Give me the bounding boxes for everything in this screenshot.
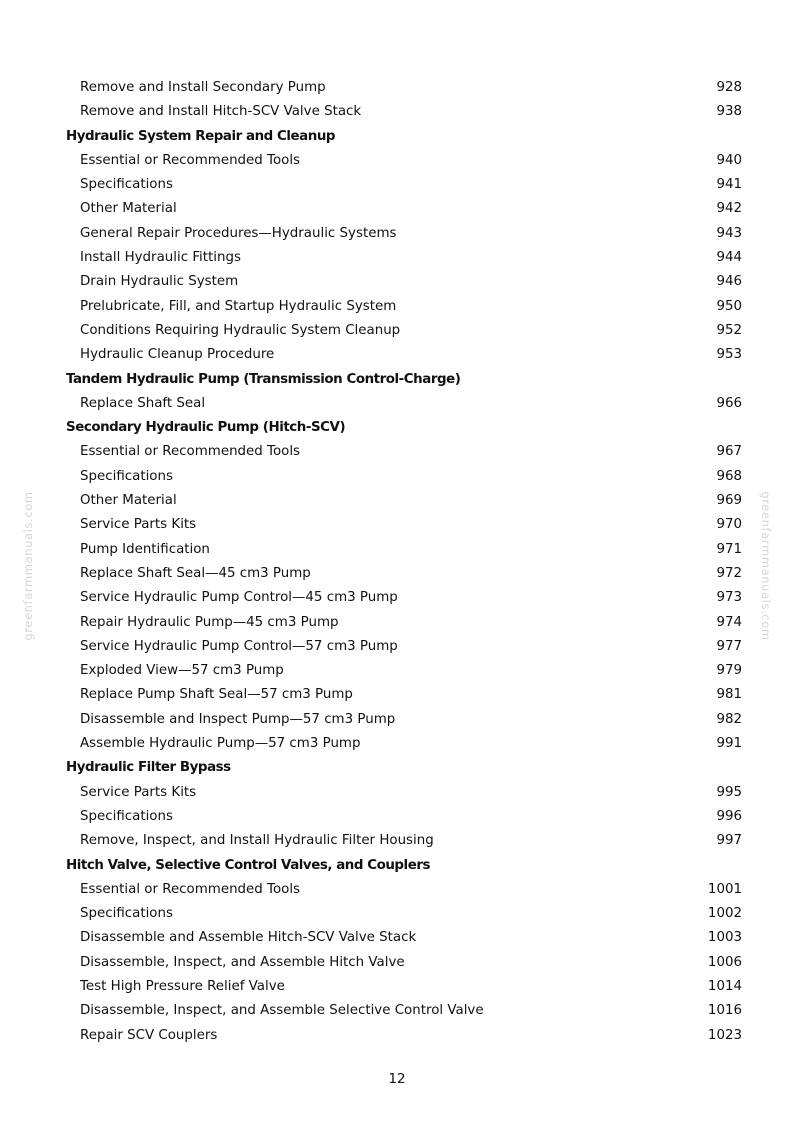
entry-title: Other Material (80, 493, 177, 509)
entry-page-number: 952 (716, 322, 742, 338)
toc-section-heading (66, 416, 742, 440)
entry-title: Service Hydraulic Pump Control—57 cm3 Pump (80, 638, 398, 654)
watermark-left: greenfarmmanuals.com (21, 491, 35, 641)
entry-page-number: 1002 (707, 906, 742, 922)
entry-title: Specifications (80, 808, 173, 824)
toc-entry[interactable] (66, 392, 742, 416)
toc-entry[interactable] (66, 100, 742, 124)
entry-title: Pump Identification (80, 541, 210, 557)
entry-page-number: 967 (716, 444, 742, 460)
toc-entry[interactable] (66, 586, 742, 610)
entry-page-number: 943 (716, 225, 742, 241)
entry-title: Essential or Recommended Tools (80, 152, 301, 168)
entry-title: Replace Shaft Seal—45 cm3 Pump (80, 565, 311, 581)
toc-section-heading (66, 854, 742, 878)
entry-title: Service Parts Kits (80, 517, 197, 533)
entry-title: Essential or Recommended Tools (80, 444, 301, 460)
entry-page-number: 966 (716, 395, 742, 411)
entry-title: Drain Hydraulic System (80, 274, 239, 290)
toc-section-heading (66, 125, 742, 149)
entry-title: Assemble Hydraulic Pump—57 cm3 Pump (80, 736, 361, 752)
entry-page-number: 977 (716, 638, 742, 654)
entry-title: Repair Hydraulic Pump—45 cm3 Pump (80, 614, 339, 630)
toc-entry[interactable] (66, 246, 742, 270)
toc-entry[interactable] (66, 562, 742, 586)
entry-title: Service Parts Kits (80, 784, 197, 800)
entry-title: Remove and Install Secondary Pump (80, 80, 326, 95)
section-title: Hydraulic System Repair and Cleanup (66, 128, 336, 144)
toc-entry[interactable] (66, 635, 742, 659)
toc-entry[interactable] (66, 173, 742, 197)
entry-title: Conditions Requiring Hydraulic System Cleanup (80, 322, 401, 338)
entry-title: Disassemble and Assemble Hitch-SCV Valve Stack (80, 930, 417, 946)
toc-entry[interactable] (66, 902, 742, 926)
toc-entry[interactable] (66, 999, 742, 1023)
entry-title: Exploded View—57 cm3 Pump (80, 663, 284, 679)
toc-section-heading (66, 368, 742, 392)
entry-page-number: 979 (716, 663, 742, 679)
page-number: 12 (388, 1072, 406, 1087)
table-of-contents (66, 76, 742, 1048)
section-title: Hitch Valve, Selective Control Valves, and Couplers (66, 857, 431, 873)
toc-entry[interactable] (66, 76, 742, 100)
entry-title: Specifications (80, 468, 173, 484)
toc-entry[interactable] (66, 222, 742, 246)
entry-title: Essential or Recommended Tools (80, 881, 301, 897)
entry-page-number: 969 (716, 493, 742, 509)
entry-page-number: 996 (716, 808, 742, 824)
entry-page-number: 928 (716, 80, 742, 95)
entry-title: Replace Pump Shaft Seal—57 cm3 Pump (80, 687, 353, 703)
toc-entry[interactable] (66, 270, 742, 294)
entry-page-number: 981 (716, 687, 742, 703)
entry-page-number: 940 (716, 152, 742, 168)
entry-title: Hydraulic Cleanup Procedure (80, 347, 275, 363)
entry-page-number: 997 (716, 833, 742, 849)
toc-entry[interactable] (66, 295, 742, 319)
entry-title: Repair SCV Couplers (80, 1027, 218, 1043)
entry-page-number: 944 (716, 250, 742, 266)
entry-title: Other Material (80, 201, 177, 217)
toc-entry[interactable] (66, 926, 742, 950)
entry-page-number: 938 (716, 104, 742, 120)
entry-title: Specifications (80, 177, 173, 193)
entry-page-number: 995 (716, 784, 742, 800)
toc-entry[interactable] (66, 781, 742, 805)
entry-page-number: 1014 (707, 978, 742, 994)
entry-title: Service Hydraulic Pump Control—45 cm3 Pump (80, 590, 398, 606)
entry-title: Remove, Inspect, and Install Hydraulic Filter Housing (80, 833, 434, 849)
entry-page-number: 991 (716, 736, 742, 752)
entry-title: General Repair Procedures—Hydraulic Systems (80, 225, 397, 241)
toc-entry[interactable] (66, 951, 742, 975)
entry-title: Disassemble, Inspect, and Assemble Hitch Valve (80, 954, 405, 970)
entry-title: Remove and Install Hitch-SCV Valve Stack (80, 104, 362, 120)
toc-entry[interactable] (66, 805, 742, 829)
entry-page-number: 1003 (707, 930, 742, 946)
toc-entry[interactable] (66, 465, 742, 489)
section-title: Hydraulic Filter Bypass (66, 760, 231, 776)
entry-page-number: 974 (716, 614, 742, 630)
toc-entry[interactable] (66, 513, 742, 537)
toc-entry[interactable] (66, 708, 742, 732)
toc-entry[interactable] (66, 538, 742, 562)
toc-entry[interactable] (66, 1024, 742, 1048)
entry-title: Test High Pressure Relief Valve (80, 978, 285, 994)
toc-entry[interactable] (66, 489, 742, 513)
entry-page-number: 942 (716, 201, 742, 217)
entry-page-number: 941 (716, 177, 742, 193)
entry-page-number: 1001 (707, 881, 742, 897)
toc-entry[interactable] (66, 343, 742, 367)
entry-page-number: 1006 (707, 954, 742, 970)
entry-title: Install Hydraulic Fittings (80, 250, 241, 266)
toc-entry[interactable] (66, 197, 742, 221)
toc-section-heading (66, 756, 742, 780)
entry-page-number: 946 (716, 274, 742, 290)
entry-page-number: 1023 (707, 1027, 742, 1043)
section-title: Tandem Hydraulic Pump (Transmission Control-Charge) (66, 371, 461, 387)
entry-title: Specifications (80, 906, 173, 922)
toc-entry[interactable] (66, 611, 742, 635)
toc-entry[interactable] (66, 149, 742, 173)
toc-entry[interactable] (66, 319, 742, 343)
toc-entry[interactable] (66, 659, 742, 683)
toc-entry[interactable] (66, 829, 742, 853)
toc-entry[interactable] (66, 683, 742, 707)
section-title: Secondary Hydraulic Pump (Hitch-SCV) (66, 420, 346, 436)
toc-entry[interactable] (66, 440, 742, 464)
entry-title: Prelubricate, Fill, and Startup Hydraulic System (80, 298, 397, 314)
entry-title: Disassemble and Inspect Pump—57 cm3 Pump (80, 711, 396, 727)
entry-page-number: 953 (716, 347, 742, 363)
entry-title: Disassemble, Inspect, and Assemble Selective Control Valve (80, 1003, 484, 1019)
toc-entry[interactable] (66, 732, 742, 756)
entry-page-number: 982 (716, 711, 742, 727)
entry-page-number: 968 (716, 468, 742, 484)
toc-entry[interactable] (66, 975, 742, 999)
watermark-right: greenfarmmanuals.com (759, 491, 773, 641)
entry-title: Replace Shaft Seal (80, 395, 206, 411)
entry-page-number: 973 (716, 590, 742, 606)
entry-page-number: 971 (716, 541, 742, 557)
entry-page-number: 950 (716, 298, 742, 314)
entry-page-number: 1016 (707, 1003, 742, 1019)
toc-entry[interactable] (66, 878, 742, 902)
entry-page-number: 972 (716, 565, 742, 581)
entry-page-number: 970 (716, 517, 742, 533)
